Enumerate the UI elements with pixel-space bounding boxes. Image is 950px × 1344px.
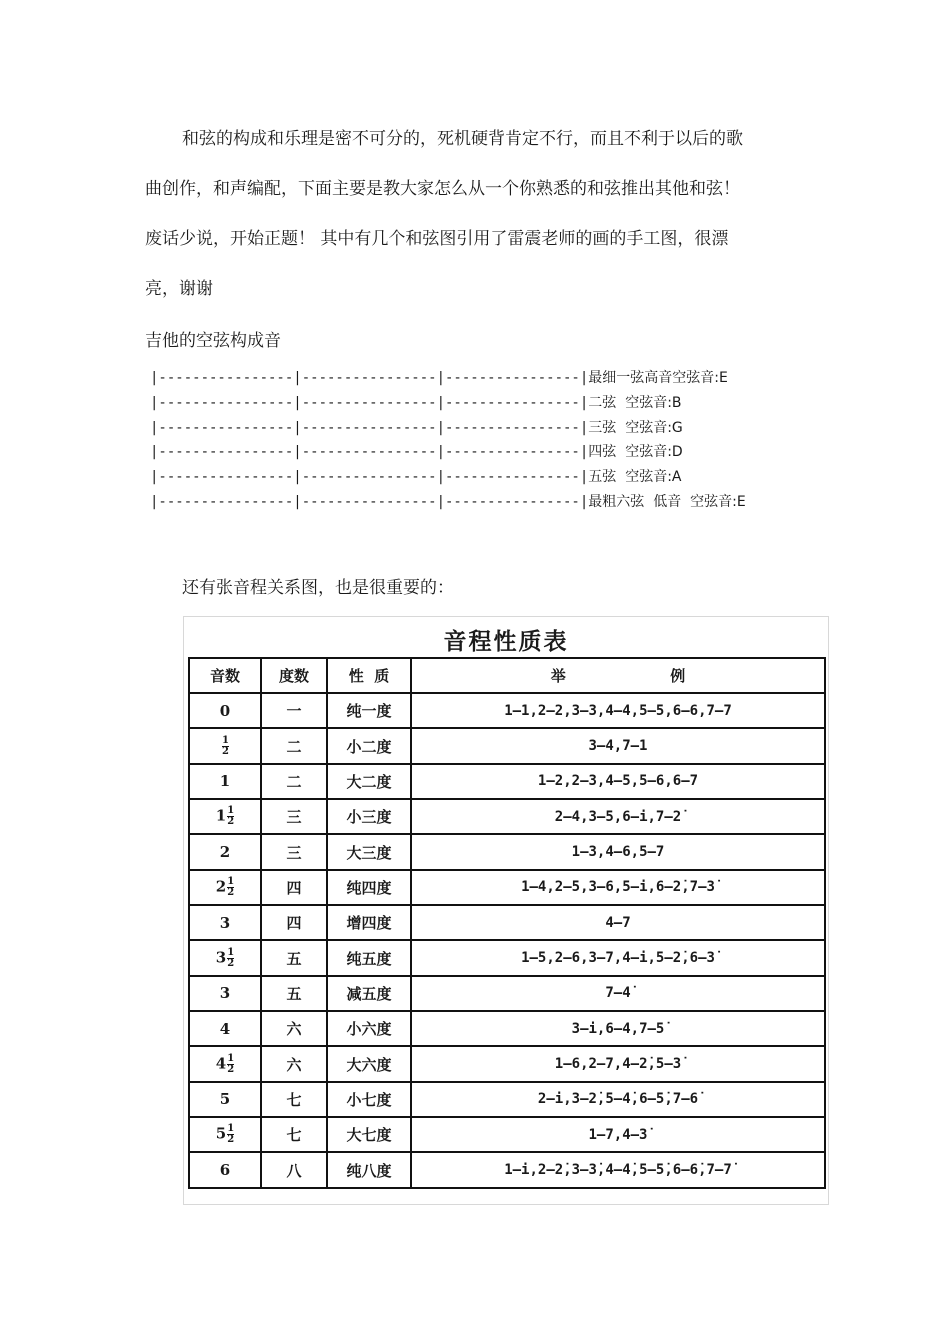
header-degree: 度数 bbox=[261, 658, 327, 693]
cell-degree: 二 bbox=[261, 728, 327, 763]
string-label: 最细一弦高音空弦音:E bbox=[588, 370, 728, 386]
interval-row bbox=[189, 1046, 825, 1081]
interval-table bbox=[188, 657, 826, 1189]
cell-quality: 减五度 bbox=[327, 976, 411, 1011]
open-strings-heading: 吉他的空弦构成音 bbox=[145, 331, 281, 351]
cell-degree: 八 bbox=[261, 1152, 327, 1188]
cell-quality: 大三度 bbox=[327, 834, 411, 869]
cell-quality: 小三度 bbox=[327, 799, 411, 834]
cell-steps bbox=[189, 1011, 261, 1046]
string-line bbox=[150, 416, 746, 441]
string-line bbox=[150, 391, 746, 416]
interval-table-header-row bbox=[189, 658, 825, 693]
string-line bbox=[150, 490, 746, 515]
steps-value: 4 bbox=[215, 1054, 227, 1073]
interval-row bbox=[189, 1152, 825, 1188]
steps-value: 6 bbox=[219, 1161, 231, 1180]
steps-fraction: $\frac{1}{2}$ bbox=[227, 1052, 235, 1075]
cell-steps bbox=[189, 834, 261, 869]
string-label: 三弦 空弦音:G bbox=[588, 419, 683, 436]
cell-example: 1—i,2—2̇,3—3̇,4—4̇,5—5̇,6—6̇,7—7̇ bbox=[411, 1152, 825, 1188]
cell-steps bbox=[189, 799, 261, 834]
steps-value: 2 bbox=[219, 843, 231, 862]
interval-row bbox=[189, 1117, 825, 1152]
intro-paragraph-line-3: 废话少说，开始正题！ 其中有几个和弦图引用了雷震老师的画的手工图，很漂 bbox=[145, 229, 729, 249]
cell-steps bbox=[189, 940, 261, 975]
cell-degree: 五 bbox=[261, 940, 327, 975]
steps-value: 1 bbox=[215, 806, 227, 825]
string-tab: |----------------|----------------|----------------| bbox=[150, 370, 589, 386]
header-steps: 音数 bbox=[189, 658, 261, 693]
header-example: 举 例 bbox=[411, 658, 825, 693]
cell-quality: 小二度 bbox=[327, 728, 411, 763]
header-quality: 性 质 bbox=[327, 658, 411, 693]
intro-paragraph-line-4: 亮，谢谢 bbox=[145, 279, 213, 299]
cell-steps bbox=[189, 728, 261, 763]
string-line bbox=[150, 465, 746, 490]
cell-steps bbox=[189, 976, 261, 1011]
cell-steps bbox=[189, 870, 261, 905]
string-line bbox=[150, 440, 746, 465]
cell-quality: 纯八度 bbox=[327, 1152, 411, 1188]
cell-quality: 纯五度 bbox=[327, 940, 411, 975]
interval-row bbox=[189, 764, 825, 799]
open-strings-diagram bbox=[150, 366, 746, 515]
cell-degree: 三 bbox=[261, 834, 327, 869]
string-tab: |----------------|----------------|----------------| bbox=[150, 394, 589, 411]
string-tab: |----------------|----------------|----------------| bbox=[150, 419, 589, 436]
cell-example: 1—3,4—6,5—7 bbox=[411, 834, 825, 869]
cell-example: 1—2,2—3,4—5,5—6,6—7 bbox=[411, 764, 825, 799]
steps-fraction: $\frac{1}{2}$ bbox=[227, 946, 235, 969]
cell-steps bbox=[189, 693, 261, 728]
cell-example: 1—6,2—7,4—2̇,5—3̇ bbox=[411, 1046, 825, 1081]
string-label: 四弦 空弦音:D bbox=[588, 444, 683, 461]
interval-row bbox=[189, 905, 825, 940]
cell-steps bbox=[189, 1046, 261, 1081]
string-label: 五弦 空弦音:A bbox=[588, 469, 682, 486]
interval-table-image bbox=[183, 616, 829, 1205]
cell-example: 1—1,2—2,3—3,4—4,5—5,6—6,7—7 bbox=[411, 693, 825, 728]
steps-value: 5 bbox=[215, 1124, 227, 1143]
cell-example: 3—4,7—1 bbox=[411, 728, 825, 763]
steps-fraction: $\frac{1}{2}$ bbox=[227, 805, 235, 828]
cell-degree: 七 bbox=[261, 1082, 327, 1117]
cell-degree: 三 bbox=[261, 799, 327, 834]
steps-fraction: $\frac{1}{2}$ bbox=[227, 1123, 235, 1146]
cell-quality: 大七度 bbox=[327, 1117, 411, 1152]
cell-degree: 六 bbox=[261, 1011, 327, 1046]
steps-fraction: $\frac{1}{2}$ bbox=[227, 875, 235, 898]
cell-example: 1—5,2—6,3—7,4—i,5—2̇,6—3̇ bbox=[411, 940, 825, 975]
cell-degree: 四 bbox=[261, 905, 327, 940]
interval-row bbox=[189, 799, 825, 834]
intro-paragraph-line-1 bbox=[145, 114, 815, 164]
interval-row bbox=[189, 940, 825, 975]
steps-value: 2 bbox=[215, 877, 227, 896]
cell-steps bbox=[189, 764, 261, 799]
cell-example: 3—i,6—4,7—5̇ bbox=[411, 1011, 825, 1046]
cell-degree: 六 bbox=[261, 1046, 327, 1081]
cell-quality: 小六度 bbox=[327, 1011, 411, 1046]
cell-example: 4—7 bbox=[411, 905, 825, 940]
cell-quality: 小七度 bbox=[327, 1082, 411, 1117]
steps-fraction: $\frac{1}{2}$ bbox=[222, 734, 229, 757]
cell-example: 2—i,3—2̇,5—4̇,6—5̇,7—6̇ bbox=[411, 1082, 825, 1117]
string-label: 二弦 空弦音:B bbox=[588, 394, 682, 411]
interval-row bbox=[189, 693, 825, 728]
interval-row bbox=[189, 1011, 825, 1046]
cell-quality: 大二度 bbox=[327, 764, 411, 799]
cell-degree: 七 bbox=[261, 1117, 327, 1152]
cell-quality: 大六度 bbox=[327, 1046, 411, 1081]
steps-value: 1 bbox=[219, 772, 231, 791]
interval-row bbox=[189, 1082, 825, 1117]
cell-quality: 纯四度 bbox=[327, 870, 411, 905]
steps-value: 3 bbox=[219, 913, 231, 932]
interval-row bbox=[189, 870, 825, 905]
cell-steps bbox=[189, 905, 261, 940]
steps-value: 0 bbox=[219, 701, 231, 720]
cell-example: 7—4̇ bbox=[411, 976, 825, 1011]
string-label: 最粗六弦 低音 空弦音:E bbox=[588, 493, 746, 510]
cell-example: 2—4,3—5,6—i,7—2̇ bbox=[411, 799, 825, 834]
steps-value: 5 bbox=[219, 1090, 231, 1109]
cell-steps bbox=[189, 1082, 261, 1117]
cell-example: 1—7,4—3̇ bbox=[411, 1117, 825, 1152]
string-tab: |----------------|----------------|----------------| bbox=[150, 444, 589, 461]
cell-example: 1—4,2—5,3—6,5—i,6—2̇,7—3̇ bbox=[411, 870, 825, 905]
interval-row bbox=[189, 834, 825, 869]
steps-value: 4 bbox=[219, 1019, 231, 1038]
steps-value: 3 bbox=[219, 984, 231, 1003]
cell-degree: 一 bbox=[261, 693, 327, 728]
cell-steps bbox=[189, 1117, 261, 1152]
interval-table-title: 音程性质表 bbox=[443, 628, 569, 655]
string-tab: |----------------|----------------|----------------| bbox=[150, 493, 589, 510]
cell-quality: 增四度 bbox=[327, 905, 411, 940]
interval-row bbox=[189, 976, 825, 1011]
cell-degree: 二 bbox=[261, 764, 327, 799]
cell-steps bbox=[189, 1152, 261, 1188]
steps-value: 3 bbox=[215, 948, 227, 967]
intro-line-1-text: 和弦的构成和乐理是密不可分的，死机硬背肯定不行，而且不利于以后的歌 bbox=[182, 129, 743, 149]
interval-note: 还有张音程关系图，也是很重要的： bbox=[182, 578, 454, 598]
intro-paragraph-line-2: 曲创作，和声编配，下面主要是教大家怎么从一个你熟悉的和弦推出其他和弦！ bbox=[145, 179, 740, 199]
cell-degree: 五 bbox=[261, 976, 327, 1011]
cell-degree: 四 bbox=[261, 870, 327, 905]
string-tab: |----------------|----------------|----------------| bbox=[150, 469, 589, 486]
cell-quality: 纯一度 bbox=[327, 693, 411, 728]
string-line bbox=[150, 366, 746, 391]
interval-row bbox=[189, 728, 825, 763]
